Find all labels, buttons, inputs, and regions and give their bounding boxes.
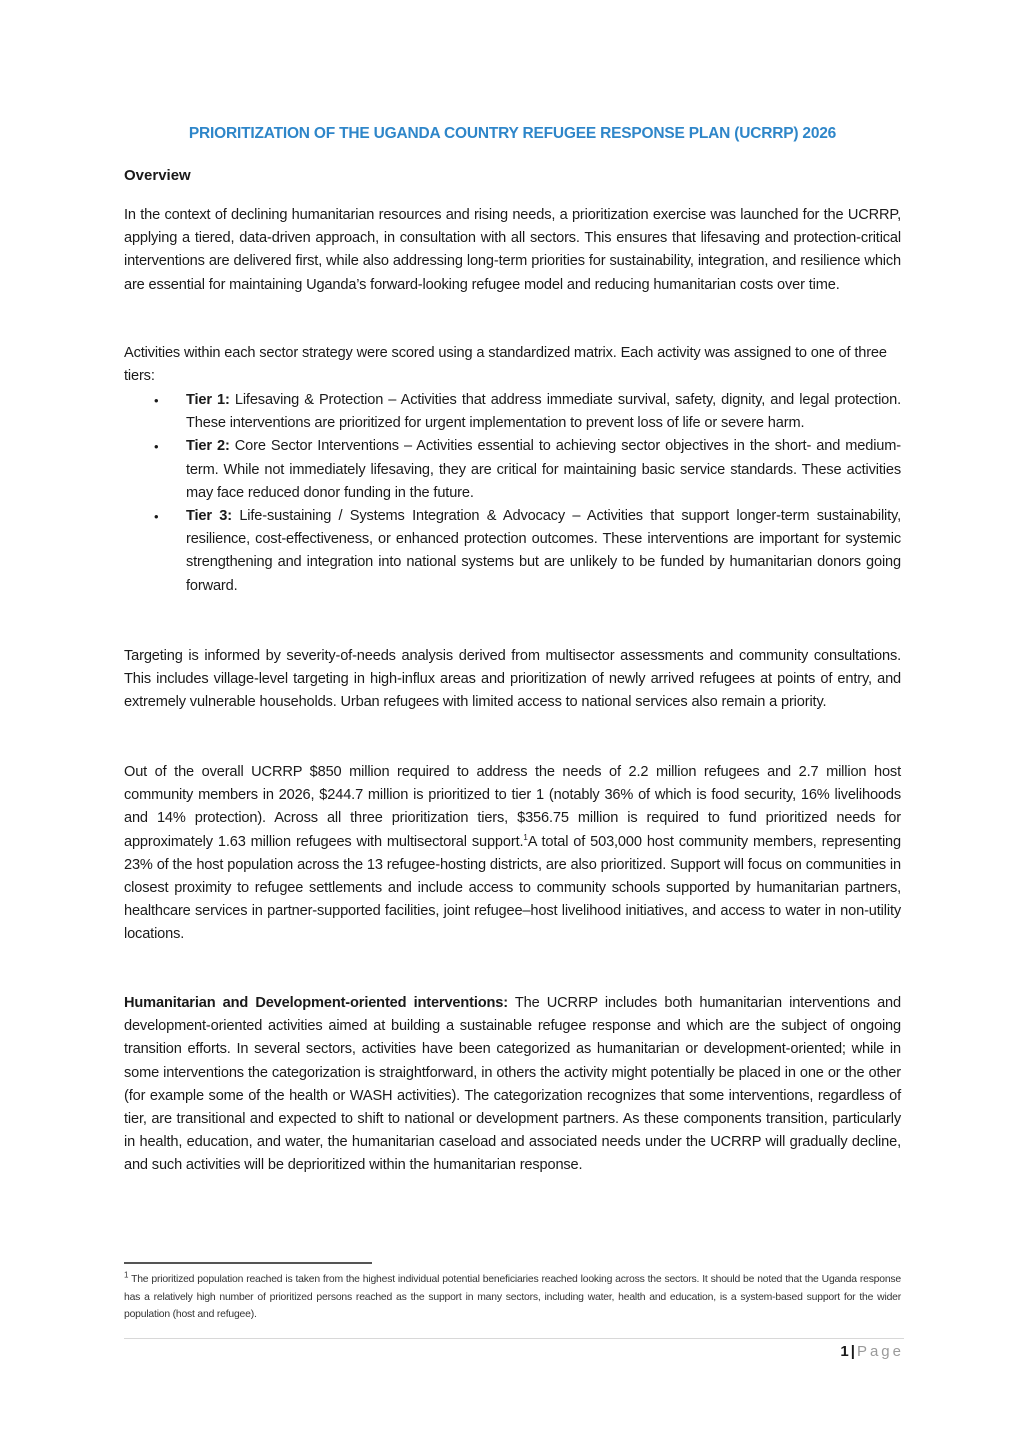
- paragraph-body: The UCRRP includes both humanitarian interventions and development-oriented activities aimed at building a sustainable refugee response and which are the subject of ongoing transition efforts. In several sectors, activities have been categorized as humanitarian or development-oriented; while in some interventions the categorization is straightforward, in others the activity might potentially be placed in one or the other (for example some of the health or WASH activities). The categorization recognizes that some interventions, regardless of tier, are transitional and expected to shift to national or development partners. As these components transition, particularly in health, education, and water, the humanitarian caseload and associated needs under the UCRRP will gradually decline, and such activities will be deprioritized within the humanitarian response.: [124, 995, 901, 1174]
- page-separator: |: [850, 1343, 855, 1360]
- footer-divider: [124, 1338, 904, 1339]
- bullet-icon: •: [154, 439, 159, 455]
- document-title: PRIORITIZATION OF THE UGANDA COUNTRY REFUGEE RESPONSE PLAN (UCRRP) 2026: [188, 125, 837, 142]
- tier-label: Tier 3:: [186, 508, 232, 525]
- bullet-icon: •: [154, 393, 159, 408]
- tier-label: Tier 2:: [186, 438, 230, 455]
- page-number: 1: [840, 1343, 849, 1360]
- footnote-reference-link[interactable]: 1: [523, 832, 528, 842]
- footnote-text: The prioritized population reached is taken from the highest individual potential beneficiaries reached looking across the sectors. It should be noted that the Uganda response has a relatively high number of prioritized persons reached as the support in many sectors, including water, health and education, is a system-based support for the wider population (host and refugee).: [124, 1274, 901, 1320]
- paragraph-intro: In the context of declining humanitarian resources and rising needs, a prioritization exercise was launched for the UCRRP, applying a tiered, data-driven approach, in consultation with all sectors. This ensures that lifesaving and protection-critical interventions are delivered first, while also addressing long-term priorities for sustainability, integration, and resilience which are essential for maintaining Uganda’s forward-looking refugee model and reducing humanitarian costs over time.: [124, 207, 901, 293]
- tier-description: Lifesaving & Protection – Activities that address immediate survival, safety, dignity, and legal protection. These interventions are prioritized for urgent implementation to prevent loss of life or severe harm.: [186, 392, 902, 432]
- page-footer: [840, 1343, 904, 1360]
- tier-item-1: [124, 389, 901, 435]
- paragraph-humanitarian-development: [124, 992, 901, 1178]
- paragraph-lead-label: Humanitarian and Development-oriented interventions:: [124, 995, 508, 1011]
- footnote: [124, 1271, 901, 1324]
- tier-list: [124, 389, 901, 598]
- footnote-number: 1: [124, 1270, 129, 1280]
- paragraph-funding: [124, 761, 901, 947]
- paragraph-tiers-intro: Activities within each sector strategy were scored using a standardized matrix. Each activity was assigned to one of three tiers:: [124, 345, 887, 385]
- funding-text-part1: Out of the overall UCRRP $850 million required to address the needs of 2.2 million refugees and 2.7 million host community members in 2026, $244.7 million is prioritized to tier 1 (notably 36% of which is food security, 16% livelihoods and 14% protection). Across all three prioritization tiers, $356.75 million is required to fund prioritized needs for approximately 1.63 million refugees with multisectoral support.: [124, 764, 901, 850]
- funding-text-part2: A total of 503,000 host community members, representing 23% of the host population across the 13 refugee-hosting districts, are also prioritized. Support will focus on communities in closest proximity to refugee settlements and include access to community schools supported by humanitarian partners, healthcare services in partner-supported facilities, joint refugee–host livelihood initiatives, and access to water in non-utility locations.: [124, 833, 901, 943]
- tier-description: Life-sustaining / Systems Integration & Advocacy – Activities that support longer-term sustainability, resilience, cost-effectiveness, or enhanced protection outcomes. These interventions are important for systemic strengthening and integration into national systems but are unlikely to be funded by humanitarian donors going forward.: [186, 508, 901, 594]
- tier-item-3: [124, 505, 901, 598]
- tier-label: Tier 1:: [186, 392, 230, 408]
- tier-item-2: [124, 435, 901, 505]
- page-label: Page: [856, 1343, 904, 1360]
- bullet-icon: •: [154, 509, 159, 525]
- paragraph-targeting: Targeting is informed by severity-of-needs analysis derived from multisector assessments and community consultations. This includes village-level targeting in high-influx areas and prioritization of newly arrived refugees at points of entry, and extremely vulnerable households. Urban refugees with limited access to national services also remain a priority.: [124, 648, 901, 711]
- tier-description: Core Sector Interventions – Activities essential to achieving sector objectives in the short- and medium-term. While not immediately lifesaving, they are critical for maintaining basic service standards. These activities may face reduced donor funding in the future.: [186, 438, 901, 501]
- footnote-separator: [124, 1262, 372, 1264]
- section-heading-overview: Overview: [124, 167, 191, 184]
